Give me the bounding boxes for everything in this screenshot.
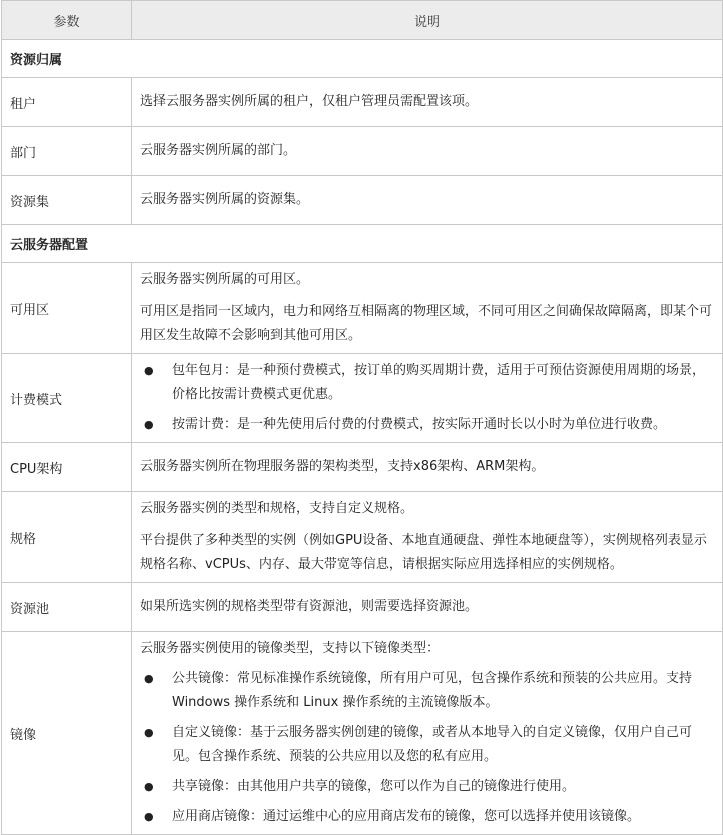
list-item-text: 应用商店镜像：通过运维中心的应用商店发布的镜像，您可以选择并使用该镜像。 [172,809,641,824]
list-item-text: 按需计费：是一种先使用后付费的付费模式，按实际开通时长以小时为单位进行收费。 [172,417,667,432]
section-row [2,40,723,78]
param-name: 租户 [2,78,132,127]
list-item-text: 公共镜像：常见标准操作系统镜像，所有用户可见，包含操作系统和预装的公共应用。支持 Windows 操作系统和 Linux 操作系统的主流镜像版本。 [172,671,693,710]
param-description [132,263,723,354]
section-title: 资源归属 [2,40,723,78]
table-header-row [2,1,723,40]
bullet-icon: ● [144,364,154,377]
table-row [2,263,723,354]
list-item [140,667,714,715]
header-description: 说明 [132,1,723,40]
header-param: 参数 [2,1,132,40]
description-text: 云服务器实例所在物理服务器的架构类型，支持x86架构、ARM架构。 [140,459,545,474]
param-description [132,127,723,176]
list-item [140,359,714,407]
param-name: 计费模式 [2,354,132,443]
list-item [140,775,714,799]
param-description [132,583,723,632]
bullet-icon: ● [144,780,154,793]
section-title: 云服务器配置 [2,225,723,263]
param-name: 镜像 [2,632,132,835]
param-name: 可用区 [2,263,132,354]
list-item-text: 包年包月：是一种预付费模式，按订单的购买周期计费，适用于可预估资源使用周期的场景，价格比按需计费模式更优惠。 [172,363,706,402]
param-description [132,176,723,225]
description-text: 可用区是指同一区域内，电力和网络互相隔离的物理区域，不同可用区之间确保故障隔离，即某个可用区发生故障不会影响到其他可用区。 [140,304,713,343]
description-text: 云服务器实例所属的可用区。 [140,272,310,287]
table-row [2,632,723,835]
bullet-list [140,667,714,829]
description-text: 云服务器实例所属的部门。 [140,143,297,158]
param-name: CPU架构 [2,443,132,492]
param-name: 部门 [2,127,132,176]
bullet-icon: ● [144,810,154,823]
param-description [132,492,723,583]
list-item [140,805,714,829]
bullet-icon: ● [144,726,154,739]
bullet-list [140,359,714,437]
bullet-icon: ● [144,672,154,685]
param-description [132,78,723,127]
param-description [132,632,723,835]
description-text: 选择云服务器实例所属的租户，仅租户管理员需配置该项。 [140,94,479,109]
table-row [2,583,723,632]
description-text: 云服务器实例所属的资源集。 [140,192,310,207]
table-row [2,127,723,176]
description-text: 云服务器实例使用的镜像类型，支持以下镜像类型： [140,641,440,656]
list-item-text: 自定义镜像：基于云服务器实例创建的镜像，或者从本地导入的自定义镜像，仅用户自己可见。包含操作系统、预装的公共应用以及您的私有应用。 [172,725,693,764]
table-row [2,78,723,127]
param-name: 资源集 [2,176,132,225]
list-item-text: 共享镜像：由其他用户共享的镜像，您可以作为自己的镜像进行使用。 [172,779,576,794]
description-text: 如果所选实例的规格类型带有资源池，则需要选择资源池。 [140,599,479,614]
description-text: 平台提供了多种类型的实例（例如GPU设备、本地直通硬盘、弹性本地硬盘等），实例规格列表显示规格名称、vCPUs、内存、最大带宽等信息，请根据实际应用选择相应的实例规格。 [140,533,707,572]
table-row [2,176,723,225]
param-name: 规格 [2,492,132,583]
table-row [2,492,723,583]
bullet-icon: ● [144,418,154,431]
list-item [140,413,714,437]
table-row [2,354,723,443]
list-item [140,721,714,769]
description-text: 云服务器实例的类型和规格，支持自定义规格。 [140,501,414,516]
parameter-table [1,0,723,835]
param-description [132,443,723,492]
section-row [2,225,723,263]
param-description [132,354,723,443]
table-row [2,443,723,492]
param-name: 资源池 [2,583,132,632]
